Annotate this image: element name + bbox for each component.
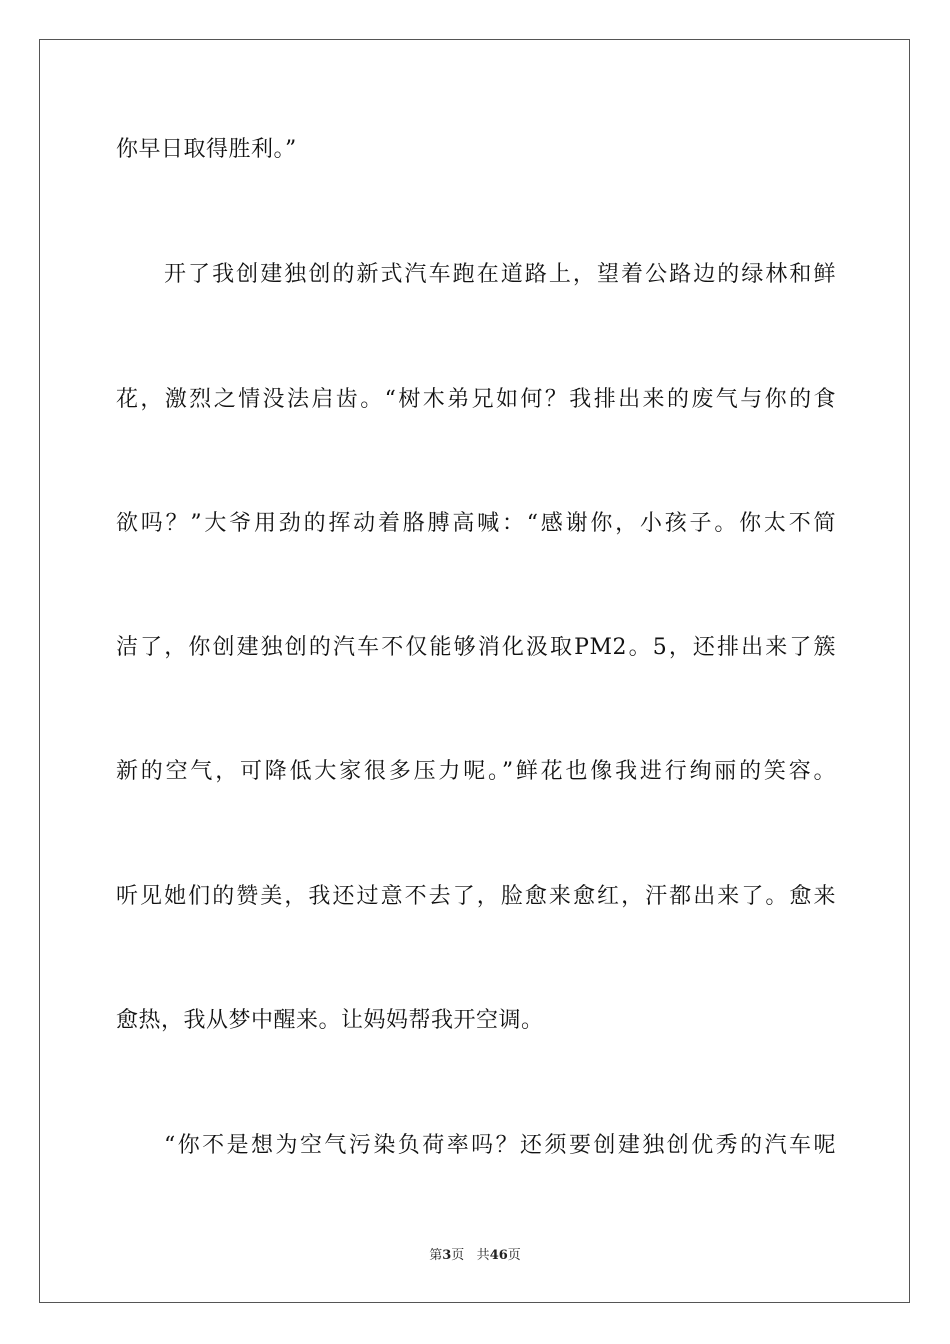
text-line-1: 你早日取得胜利。” [116,137,297,162]
text-line-2: 开了我创建独创的新式汽车跑在道路上，望着公路边的绿林和鲜 [164,262,836,287]
text-line-3: 花，激烈之情没法启齿。“树木弟兄如何？我排出来的废气与你的食 [116,387,836,412]
text-line-7: 听见她们的赞美，我还过意不去了，脸愈来愈红，汗都出来了。愈来 [116,884,836,909]
text-line-8: 愈热，我从梦中醒来。让妈妈帮我开空调。 [116,1008,544,1033]
text-line-5: 洁了，你创建独创的汽车不仅能够消化汲取PM2。5，还排出来了簇 [116,635,836,660]
footer-page-suffix: 页 [451,1248,465,1263]
footer-page-prefix: 第 [429,1248,443,1263]
footer-total-prefix: 共 [476,1248,490,1263]
text-line-6: 新的空气，可降低大家很多压力呢。”鲜花也像我进行绚丽的笑容。 [116,759,836,784]
page-frame [39,39,910,1303]
footer-page-current: 3 [442,1248,452,1263]
text-line-4: 欲吗？”大爷用劲的挥动着胳膊高喊：“感谢你，小孩子。你太不简 [116,511,836,536]
text-line-9: “你不是想为空气污染负荷率吗？还须要创建独创优秀的汽车呢 [164,1133,836,1158]
footer-page-total: 46 [489,1248,508,1263]
footer-total-suffix: 页 [507,1248,521,1263]
page-footer [0,1247,950,1265]
